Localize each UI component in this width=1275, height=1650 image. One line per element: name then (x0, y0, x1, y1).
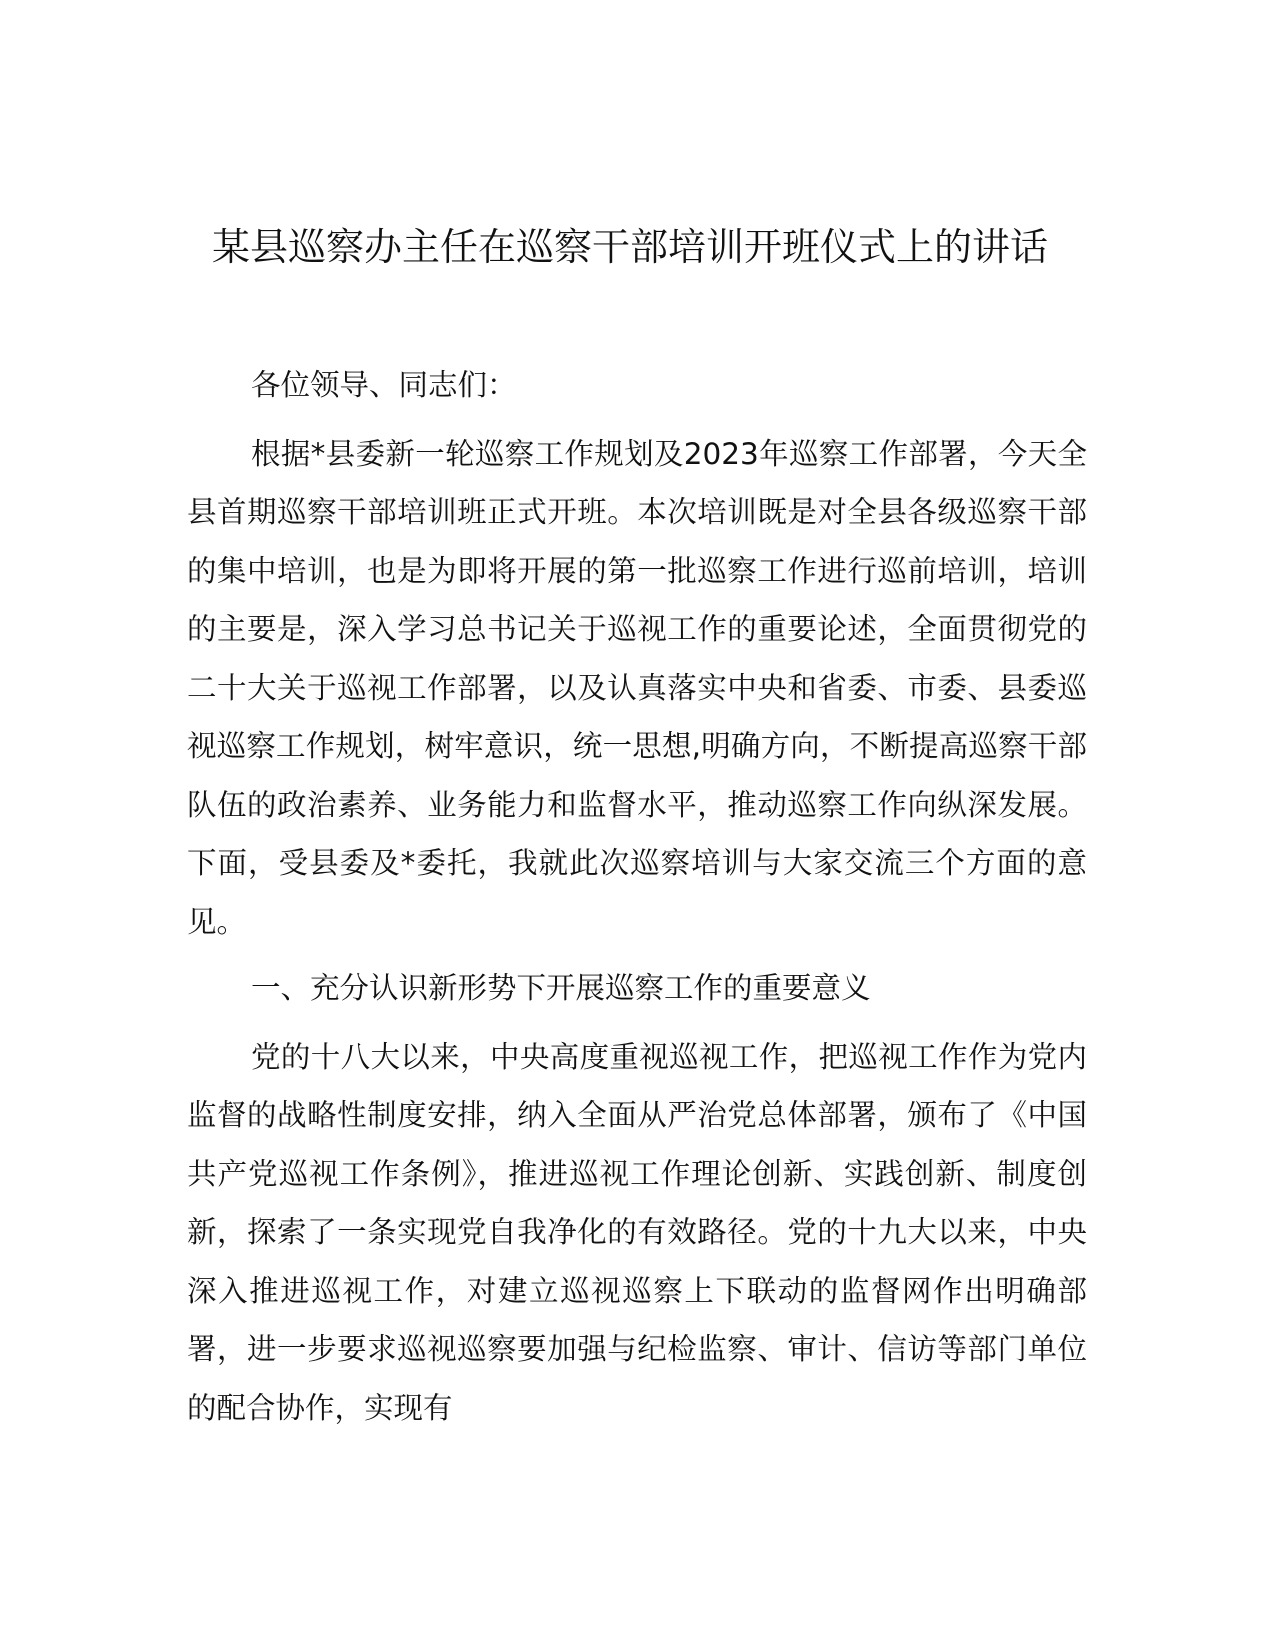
document-title: 某县巡察办主任在巡察干部培训开班仪式上的讲话 (211, 225, 1048, 269)
document-body (187, 356, 1087, 1445)
section-paragraph: 党的十八大以来，中央高度重视巡视工作，把巡视工作作为党内监督的战略性制度安排，纳入全面从严治党总体部署，颁布了《中国共产党巡视工作条例》，推进巡视工作理论创新、实践创新、制度创新，探索了一条实现党自我净化的有效路径。党的十九大以来，中央深入推进巡视工作，对建立巡视巡察上下联动的监督网作出明确部署，进一步要求巡视巡察要加强与纪检监察、审计、信访等部门单位的配合协作，实现有 (187, 1039, 1087, 1425)
intro-paragraph: 根据*县委新一轮巡察工作规划及2023年巡察工作部署，今天全县首期巡察干部培训班正式开班。本次培训既是对全县各级巡察干部的集中培训，也是为即将开展的第一批巡察工作进行巡前培训，培训的主要是，深入学习总书记关于巡视工作的重要论述，全面贯彻党的二十大关于巡视工作部署，以及认真落实中央和省委、市委、县委巡视巡察工作规划，树牢意识，统一思想,明确方向，不断提高巡察干部队伍的政治素养、业务能力和监督水平，推动巡察工作向纵深发展。下面，受县委及*委托，我就此次巡察培训与大家交流三个方面的意见。 (187, 436, 1087, 939)
salutation: 各位领导、同志们： (251, 368, 517, 402)
section-heading: 一、充分认识新形势下开展巡察工作的重要意义 (251, 971, 871, 1005)
